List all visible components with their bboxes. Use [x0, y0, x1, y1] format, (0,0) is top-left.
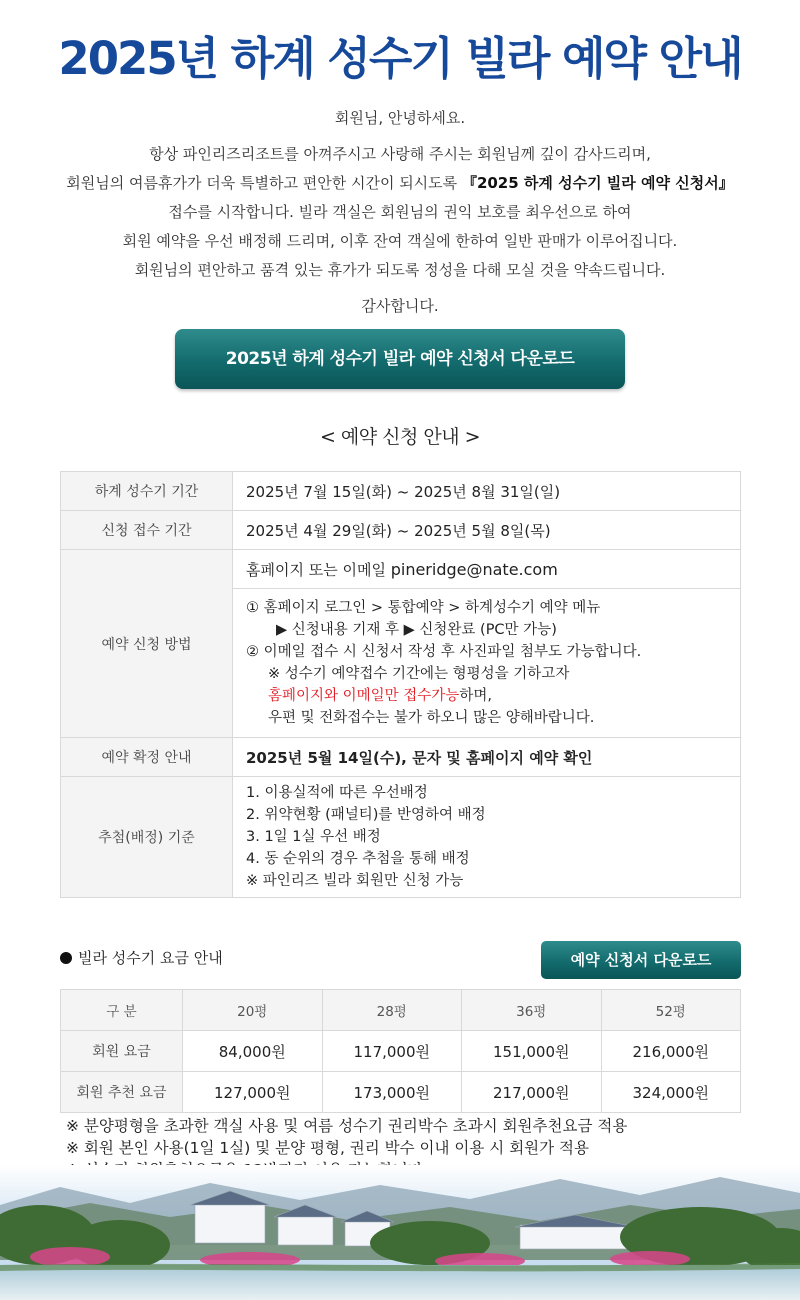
intro-line-5: 회원님의 편안하고 품격 있는 휴가가 되도록 정성을 다해 모실 것을 약속드립니다.	[134, 261, 666, 279]
download-application-button[interactable]: 2025년 하계 성수기 빌라 예약 신청서 다운로드	[175, 329, 625, 389]
lottery-item: 2. 위약현황 (패널티)를 반영하여 배정	[246, 807, 486, 823]
table-row	[61, 738, 741, 777]
method-step-2-restriction: 우편 및 전화접수는 불가 하오니 많은 양해바랍니다.	[268, 710, 595, 726]
column-header: 36평	[462, 990, 602, 1031]
thanks-text: 감사합니다.	[361, 297, 439, 315]
lottery-criteria	[233, 777, 741, 898]
confirm-label: 예약 확정 안내	[61, 738, 233, 777]
application-form-name: 『2025 하계 성수기 빌라 예약 신청서』	[461, 174, 734, 192]
row-label: 회원 추천 요금	[61, 1072, 183, 1113]
period-label: 하계 성수기 기간	[61, 472, 233, 511]
lottery-item: ※ 파인리즈 빌라 회원만 신청 가능	[246, 873, 464, 889]
note-item: ※ 회원 본인 사용(1일 1실) 및 분양 평형, 권리 박수 이내 이용 시 회원가 적용	[66, 1139, 589, 1157]
lottery-item: 1. 이용실적에 따른 우선배정	[246, 785, 428, 801]
method-details	[233, 589, 741, 738]
accepted-channels-text: 홈페이지와 이메일만 접수가능	[268, 688, 460, 704]
method-contact	[233, 550, 741, 589]
price-cell: 173,000원	[322, 1072, 462, 1113]
price-cell: 117,000원	[322, 1031, 462, 1072]
page-title: 2025년 하계 성수기 빌라 예약 안내	[58, 32, 742, 85]
column-header: 28평	[322, 990, 462, 1031]
fee-section-header	[60, 947, 223, 968]
column-header: 20평	[183, 990, 323, 1031]
table-row	[61, 777, 741, 898]
table-row	[61, 472, 741, 511]
method-step-2-emphasis	[246, 685, 739, 707]
lottery-item: 3. 1일 1실 우선 배정	[246, 829, 381, 845]
apply-period-label: 신청 접수 기간	[61, 511, 233, 550]
table-row	[61, 1031, 741, 1072]
download-form-button[interactable]: 예약 신청서 다운로드	[541, 941, 741, 979]
reservation-info-table	[60, 471, 741, 898]
method-step-1-detail: ▶ 신청내용 기재 후 ▶ 신청완료 (PC만 가능)	[276, 622, 557, 638]
note-item: ※ 분양평형을 초과한 객실 사용 및 여름 성수기 권리박수 초과시 회원추천요금 적용	[66, 1117, 628, 1135]
method-step-2: ② 이메일 접수 시 신청서 작성 후 사진파일 첨부도 가능합니다.	[246, 644, 642, 660]
greeting: 회원님, 안녕하세요.	[334, 109, 466, 127]
email-address[interactable]: pineridge@nate.com	[390, 559, 558, 579]
price-cell: 217,000원	[462, 1072, 602, 1113]
accepted-channels-suffix: 하며,	[459, 688, 492, 704]
method-step-2-note: ※ 성수기 예약접수 기간에는 형평성을 기하고자	[268, 666, 570, 682]
period-value: 2025년 7월 15일(화) ~ 2025년 8월 31일(일)	[233, 472, 741, 511]
row-label: 회원 요금	[61, 1031, 183, 1072]
table-row	[61, 1072, 741, 1113]
price-cell: 324,000원	[601, 1072, 741, 1113]
intro-line-2-text: 회원님의 여름휴가가 더욱 특별하고 편안한 시간이 되시도록	[66, 174, 462, 192]
intro-text	[0, 104, 800, 321]
intro-line-4: 회원 예약을 우선 배정해 드리며, 이후 잔여 객실에 한하여 일반 판매가 이루어집니다.	[122, 232, 678, 250]
fee-table	[60, 989, 741, 1113]
fee-section-title: 빌라 성수기 요금 안내	[78, 949, 223, 967]
intro-line-3: 접수를 시작합니다. 빌라 객실은 회원님의 권익 보호를 최우선으로 하여	[168, 203, 632, 221]
price-cell: 151,000원	[462, 1031, 602, 1072]
method-label: 예약 신청 방법	[61, 550, 233, 738]
table-row	[61, 511, 741, 550]
bullet-icon	[60, 952, 72, 964]
column-header: 52평	[601, 990, 741, 1031]
column-header: 구 분	[61, 990, 183, 1031]
price-cell: 216,000원	[601, 1031, 741, 1072]
table-row	[61, 550, 741, 589]
intro-line-1: 항상 파인리즈리조트를 아껴주시고 사랑해 주시는 회원님께 깊이 감사드리며,	[149, 145, 651, 163]
intro-line-2	[0, 169, 800, 198]
price-cell: 127,000원	[183, 1072, 323, 1113]
method-step-1: ① 홈페이지 로그인 > 통합예약 > 하계성수기 예약 메뉴	[246, 600, 601, 616]
confirm-value: 2025년 5월 14일(수), 문자 및 홈페이지 예약 확인	[233, 738, 741, 777]
resort-scenery-image	[0, 1165, 800, 1300]
section-title: < 예약 신청 안내 >	[319, 426, 481, 448]
lottery-label: 추첨(배정) 기준	[61, 777, 233, 898]
table-header-row	[61, 990, 741, 1031]
lottery-item: 4. 동 순위의 경우 추첨을 통해 배정	[246, 851, 470, 867]
method-contact-text: 홈페이지 또는 이메일	[246, 560, 391, 579]
apply-period-value: 2025년 4월 29일(화) ~ 2025년 5월 8일(목)	[233, 511, 741, 550]
price-cell: 84,000원	[183, 1031, 323, 1072]
